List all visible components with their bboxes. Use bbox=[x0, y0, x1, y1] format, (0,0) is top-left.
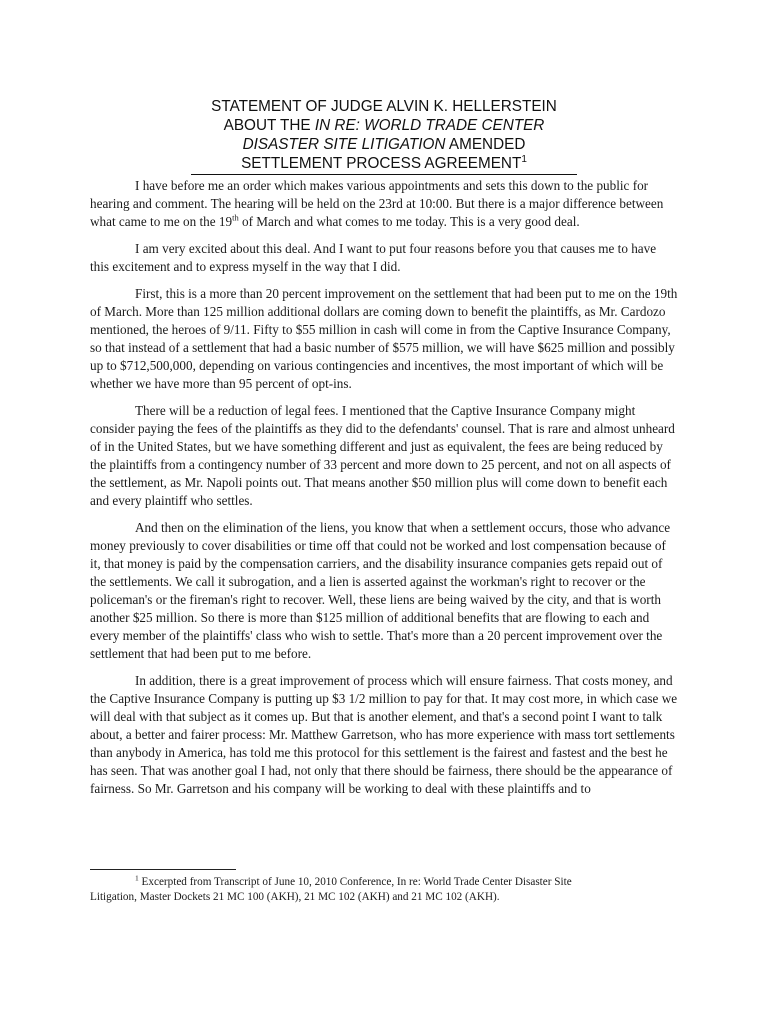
footnote bbox=[90, 875, 678, 904]
paragraph-1-part-a: I have before me an order which makes various appointments and sets this down to the public for hearing and comment. The hearing will be held on the 23rd at 10:00. But there is a major difference between what came to me on the 19 bbox=[90, 178, 664, 229]
title-line-4-underlined bbox=[191, 154, 577, 175]
paragraph-3: First, this is a more than 20 percent improvement on the settlement that had been put to me on the 19th of March. More than 125 million additional dollars are coming down to benefit the plaintiffs, as Mr. Cardozo mentioned, the heroes of 9/11. Fifty to $55 million in cash will come in from the Captive Insurance Company, so that instead of a settlement that had a basic number of $575 million, we will have $625 million and possibly up to $712,500,000, depending on various contingencies and incentives, the most important of which will be whether we have more than 95 percent of opt-ins. bbox=[90, 286, 678, 391]
title-line-2 bbox=[90, 116, 678, 135]
document-body bbox=[90, 177, 678, 807]
paragraph-5: And then on the elimination of the liens, you know that when a settlement occurs, those who advance money previously to cover disabilities or time off that could not be worked and lost compensation because of it, that money is paid by the compensation carriers, and the disability insurance companies gets repaid out of the settlements. We call it subrogation, and a lien is asserted against the workman's right to recover or the policeman's or the fireman's right to recover. Well, these liens are being waived by the city, and that is worth another $25 million. So there is more than $125 million of additional benefits that are flowing to each and every member of the plaintiffs' class who wish to settle. That's more than a 20 percent improvement over the settlement that had been put to me before. bbox=[90, 520, 671, 661]
title-line-3 bbox=[90, 135, 678, 154]
title-footnote-mark: 1 bbox=[521, 153, 527, 165]
footnote-text-1: Excerpted from Transcript of June 10, 2010 Conference, In re: World Trade Center Disaster Site bbox=[138, 876, 572, 888]
title-line-3-suffix: AMENDED bbox=[445, 136, 526, 153]
title-line-3-italic: DISASTER SITE LITIGATION bbox=[242, 136, 446, 153]
title-line-4-text: SETTLEMENT PROCESS AGREEMENT bbox=[241, 155, 522, 172]
footnote-separator bbox=[90, 869, 236, 870]
document-title bbox=[90, 97, 678, 175]
title-line-1: STATEMENT OF JUDGE ALVIN K. HELLERSTEIN bbox=[211, 98, 557, 115]
paragraph-2: I am very excited about this deal. And I want to put four reasons before you that causes me to have this excitement and to express myself in the way that I did. bbox=[90, 241, 657, 274]
title-line-2-italic: IN RE: WORLD TRADE CENTER bbox=[314, 117, 545, 134]
title-line-4 bbox=[90, 154, 678, 175]
footnote-line-1 bbox=[90, 875, 678, 890]
paragraph-6: In addition, there is a great improvement of process which will ensure fairness. That costs money, and the Captive Insurance Company is putting up $3 1/2 million to pay for that. It may cost more, in which case we will deal with that subject as it comes up. But that is another element, and that's a second point I want to talk about, a better and fairer process: Mr. Matthew Garretson, who has more experience with mass tort settlements than anybody in America, has told me this protocol for this settlement is the fairest and fastest and the best he has seen. That was another goal I had, not only that there should be fairness, there should be the appearance of fairness. So Mr. Garretson and his company will be working to deal with these plaintiffs and to bbox=[90, 673, 678, 796]
paragraph-4: There will be a reduction of legal fees. I mentioned that the Captive Insurance Company might consider paying the fees of the plaintiffs as they did to the defendants' counsel. That is rare and almost unheard of in the United States, but we have something different and just as equivalent, the fees are being reduced by the plaintiffs from a contingency number of 33 percent and more down to 25 percent, and not on all aspects of the settlement, as Mr. Napoli points out. That means another $50 million plus will come down to benefit each and every plaintiff who settles. bbox=[90, 403, 675, 508]
ordinal-suffix: th bbox=[232, 212, 239, 223]
title-line-2-prefix: ABOUT THE bbox=[223, 117, 315, 134]
paragraph-1-part-b: of March and what comes to me today. This is a very good deal. bbox=[238, 214, 580, 229]
paragraph-1 bbox=[90, 177, 678, 231]
footnote-text-2: Litigation, Master Dockets 21 MC 100 (AKH), 21 MC 102 (AKH) and 21 MC 102 (AKH). bbox=[90, 890, 500, 903]
footnote-mark: 1 bbox=[135, 873, 139, 883]
